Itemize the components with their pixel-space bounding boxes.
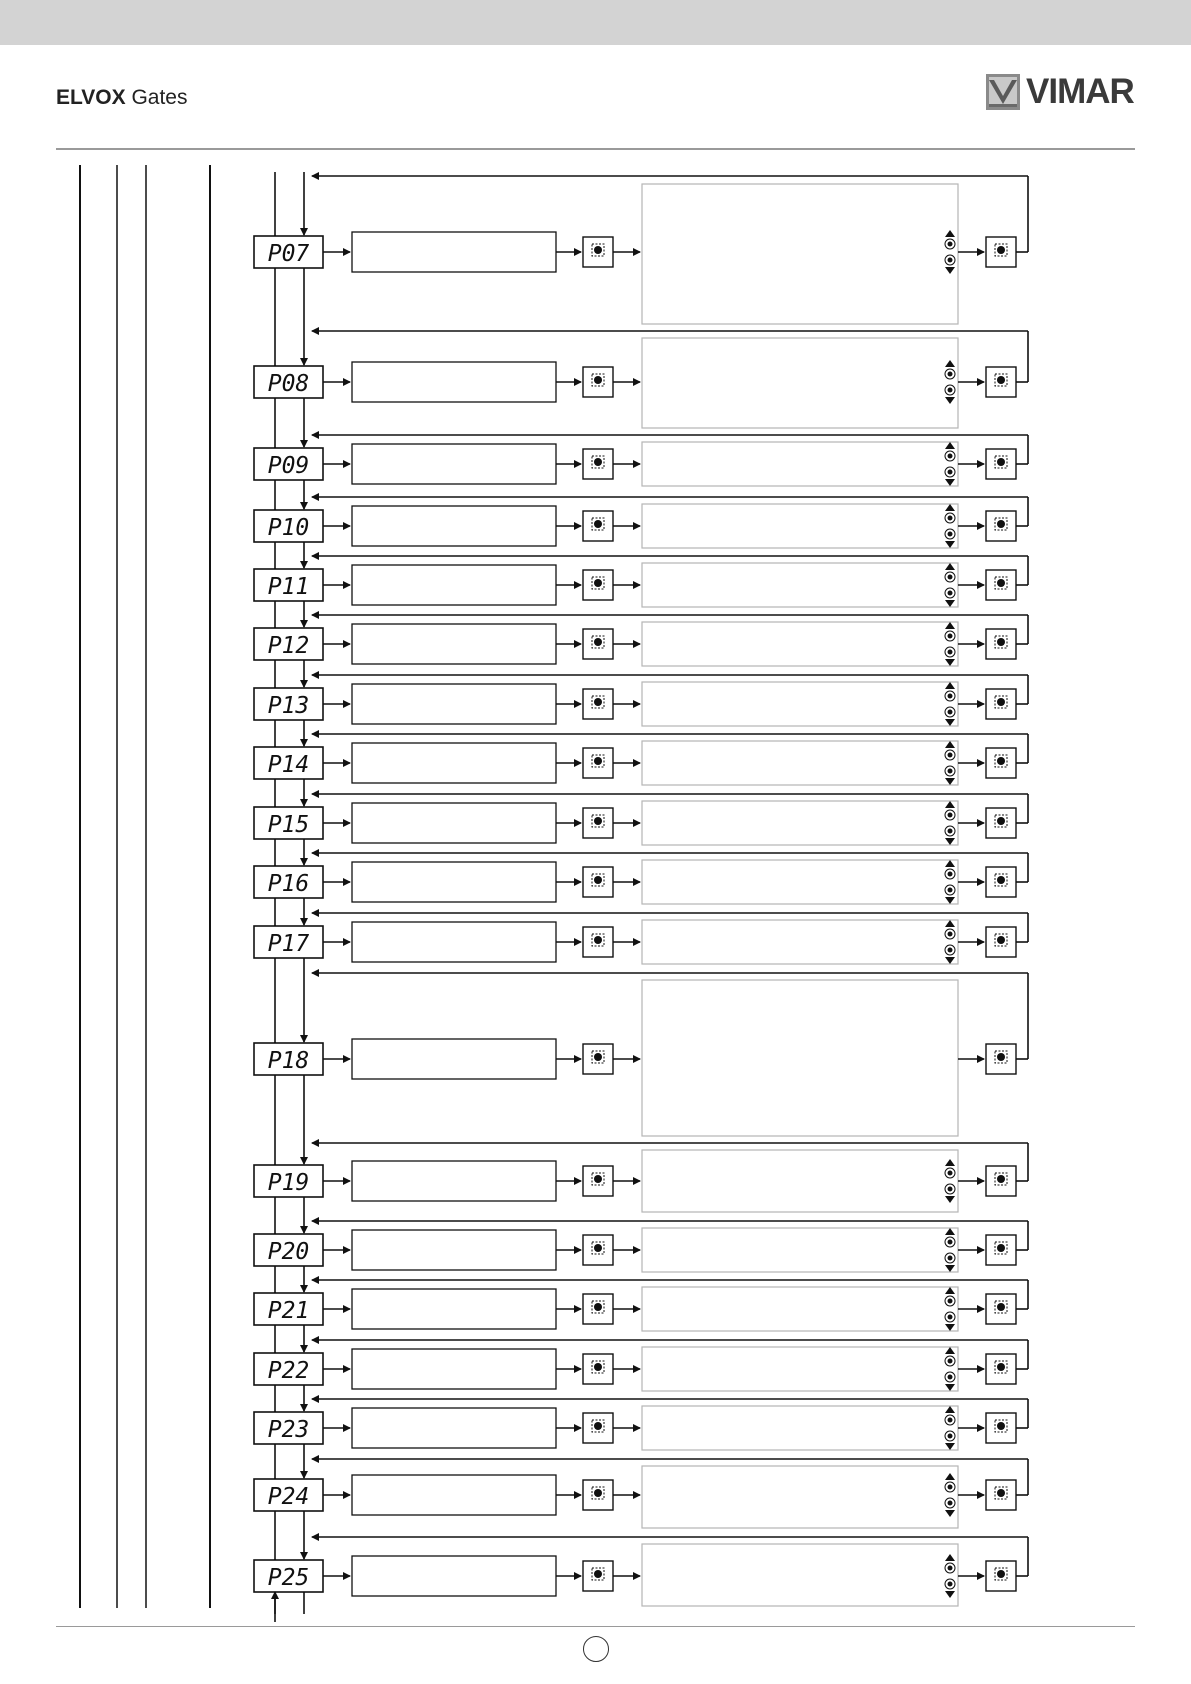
- parameter-code: P20: [267, 1239, 310, 1265]
- description-box: [352, 362, 556, 402]
- value-options-box: [642, 682, 958, 726]
- up-button-dot: [948, 1171, 953, 1176]
- push-button-icon: [583, 367, 613, 397]
- description-box: [352, 1289, 556, 1329]
- push-button-dot: [997, 1244, 1005, 1252]
- push-button-icon: [986, 570, 1016, 600]
- push-button-dot: [594, 936, 602, 944]
- push-button-icon: [583, 927, 613, 957]
- parameter-code: P11: [267, 574, 310, 600]
- push-button-dot: [594, 520, 602, 528]
- up-button-dot: [948, 1485, 953, 1490]
- value-options-box: [642, 563, 958, 607]
- push-button-dot: [594, 1244, 602, 1252]
- push-button-dot: [594, 757, 602, 765]
- description-box: [352, 743, 556, 783]
- parameter-row-p23: [254, 1385, 1028, 1450]
- value-options-box: [642, 741, 958, 785]
- value-options-box: [642, 1406, 958, 1450]
- up-button-dot: [948, 575, 953, 580]
- up-button-dot: [948, 753, 953, 758]
- push-button-dot: [594, 579, 602, 587]
- down-button-dot: [948, 829, 953, 834]
- push-button-icon: [583, 237, 613, 267]
- push-button-dot: [594, 1489, 602, 1497]
- value-options-box: [642, 504, 958, 548]
- parameter-row-p07: [254, 172, 1028, 324]
- down-button-dot: [948, 591, 953, 596]
- page-number-circle: [583, 1636, 609, 1662]
- up-button-dot: [948, 1240, 953, 1245]
- parameter-row-p14: [254, 720, 1028, 785]
- value-options-box: [642, 338, 958, 428]
- push-button-dot: [997, 817, 1005, 825]
- description-box: [352, 1230, 556, 1270]
- footer-rule: [56, 1626, 1135, 1627]
- push-button-icon: [583, 511, 613, 541]
- up-button-dot: [948, 813, 953, 818]
- push-button-dot: [594, 876, 602, 884]
- description-box: [352, 922, 556, 962]
- parameter-row-p16: [254, 839, 1028, 904]
- description-box: [352, 1161, 556, 1201]
- push-button-icon: [986, 367, 1016, 397]
- push-button-dot: [997, 246, 1005, 254]
- value-options-box: [642, 1287, 958, 1331]
- brand-bold: ELVOX: [56, 86, 126, 109]
- push-button-icon: [986, 237, 1016, 267]
- value-options-box: [642, 1544, 958, 1606]
- push-button-dot: [997, 1303, 1005, 1311]
- down-button-dot: [948, 948, 953, 953]
- push-button-dot: [594, 1175, 602, 1183]
- push-button-icon: [583, 1166, 613, 1196]
- value-options-box: [642, 801, 958, 845]
- parameter-rows: [254, 172, 1028, 1622]
- parameter-row-p13: [254, 660, 1028, 726]
- down-button-dot: [948, 710, 953, 715]
- description-box: [352, 1475, 556, 1515]
- parameter-row-p18: [254, 958, 1028, 1136]
- push-button-icon: [583, 1561, 613, 1591]
- parameter-code: P16: [267, 871, 310, 897]
- value-options-box: [642, 1347, 958, 1391]
- push-button-icon: [583, 1044, 613, 1074]
- push-button-icon: [583, 1480, 613, 1510]
- push-button-icon: [583, 1413, 613, 1443]
- push-button-dot: [997, 638, 1005, 646]
- push-button-dot: [594, 1422, 602, 1430]
- brand-rest: Gates: [125, 86, 188, 109]
- down-button-dot: [948, 1375, 953, 1380]
- push-button-icon: [986, 1235, 1016, 1265]
- description-box: [352, 1408, 556, 1448]
- down-button-dot: [948, 388, 953, 393]
- push-button-dot: [594, 1363, 602, 1371]
- parameter-row-p11: [254, 542, 1028, 607]
- push-button-dot: [594, 1570, 602, 1578]
- parameter-code: P07: [267, 241, 310, 267]
- value-options-box: [642, 1228, 958, 1272]
- push-button-icon: [583, 1235, 613, 1265]
- description-box: [352, 444, 556, 484]
- parameter-code: P17: [267, 931, 310, 957]
- push-button-icon: [986, 689, 1016, 719]
- value-options-box: [642, 622, 958, 666]
- push-button-dot: [997, 1570, 1005, 1578]
- push-button-icon: [986, 1294, 1016, 1324]
- parameter-code: P21: [267, 1298, 310, 1324]
- up-button-dot: [948, 1566, 953, 1571]
- up-button-dot: [948, 1299, 953, 1304]
- up-button-dot: [948, 516, 953, 521]
- parameter-row-p24: [254, 1444, 1028, 1528]
- description-box: [352, 232, 556, 272]
- push-button-icon: [583, 1294, 613, 1324]
- parameter-code: P09: [267, 453, 310, 479]
- down-button-dot: [948, 258, 953, 263]
- push-button-icon: [986, 1044, 1016, 1074]
- push-button-dot: [997, 520, 1005, 528]
- push-button-dot: [594, 1303, 602, 1311]
- parameter-row-p15: [254, 779, 1028, 845]
- parameter-code: P12: [267, 633, 310, 659]
- push-button-dot: [594, 638, 602, 646]
- push-button-icon: [583, 449, 613, 479]
- push-button-dot: [594, 458, 602, 466]
- push-button-icon: [583, 629, 613, 659]
- parameter-code: P13: [267, 693, 310, 719]
- description-box: [352, 684, 556, 724]
- up-button-dot: [948, 872, 953, 877]
- push-button-dot: [594, 246, 602, 254]
- parameter-code: P22: [267, 1358, 310, 1384]
- value-options-box: [642, 1466, 958, 1528]
- push-button-icon: [986, 748, 1016, 778]
- parameter-code: P23: [267, 1417, 310, 1443]
- push-button-icon: [583, 808, 613, 838]
- up-button-dot: [948, 454, 953, 459]
- push-button-dot: [997, 1422, 1005, 1430]
- push-button-dot: [594, 1053, 602, 1061]
- parameter-code: P15: [267, 812, 310, 838]
- down-button-dot: [948, 1187, 953, 1192]
- push-button-icon: [986, 1413, 1016, 1443]
- push-button-dot: [997, 757, 1005, 765]
- description-box: [352, 803, 556, 843]
- push-button-icon: [986, 1354, 1016, 1384]
- down-button-dot: [948, 470, 953, 475]
- push-button-icon: [583, 867, 613, 897]
- description-box: [352, 862, 556, 902]
- push-button-dot: [997, 1053, 1005, 1061]
- parameter-row-p12: [254, 601, 1028, 666]
- push-button-icon: [583, 1354, 613, 1384]
- push-button-icon: [583, 689, 613, 719]
- push-button-icon: [986, 927, 1016, 957]
- down-button-dot: [948, 888, 953, 893]
- down-button-dot: [948, 532, 953, 537]
- push-button-icon: [583, 570, 613, 600]
- value-options-box: [642, 860, 958, 904]
- value-options-box: [642, 184, 958, 324]
- parameter-code: P14: [267, 752, 310, 778]
- value-options-box: [642, 1150, 958, 1212]
- parameter-code: P19: [267, 1170, 310, 1196]
- push-button-dot: [997, 376, 1005, 384]
- down-button-dot: [948, 1501, 953, 1506]
- push-button-dot: [997, 1175, 1005, 1183]
- push-button-icon: [986, 1561, 1016, 1591]
- up-button-dot: [948, 372, 953, 377]
- push-button-dot: [594, 698, 602, 706]
- description-box: [352, 1556, 556, 1596]
- description-box: [352, 565, 556, 605]
- description-box: [352, 1349, 556, 1389]
- push-button-dot: [997, 1363, 1005, 1371]
- push-button-icon: [986, 808, 1016, 838]
- parameter-code: P25: [267, 1565, 310, 1591]
- push-button-icon: [986, 629, 1016, 659]
- push-button-icon: [986, 511, 1016, 541]
- left-vertical-rules: [80, 165, 210, 1608]
- value-options-box: [642, 920, 958, 964]
- push-button-icon: [986, 867, 1016, 897]
- value-options-box: [642, 442, 958, 486]
- up-button-dot: [948, 242, 953, 247]
- push-button-dot: [997, 1489, 1005, 1497]
- value-options-box: [642, 980, 958, 1136]
- up-button-dot: [948, 1359, 953, 1364]
- parameter-code: P18: [267, 1048, 310, 1074]
- up-button-dot: [948, 932, 953, 937]
- parameter-code: P08: [267, 371, 310, 397]
- push-button-icon: [583, 748, 613, 778]
- push-button-dot: [594, 376, 602, 384]
- push-button-dot: [997, 936, 1005, 944]
- up-button-dot: [948, 1418, 953, 1423]
- push-button-dot: [594, 817, 602, 825]
- logo-text: VIMAR: [1026, 72, 1134, 111]
- push-button-icon: [986, 1166, 1016, 1196]
- down-button-dot: [948, 1434, 953, 1439]
- parameter-row-p22: [254, 1325, 1028, 1391]
- down-button-dot: [948, 1315, 953, 1320]
- push-button-dot: [997, 698, 1005, 706]
- push-button-dot: [997, 876, 1005, 884]
- parameter-code: P10: [267, 515, 310, 541]
- description-box: [352, 624, 556, 664]
- push-button-dot: [997, 458, 1005, 466]
- parameter-row-p10: [254, 480, 1028, 548]
- push-button-icon: [986, 1480, 1016, 1510]
- parameter-row-p21: [254, 1266, 1028, 1331]
- down-button-dot: [948, 1582, 953, 1587]
- parameter-code: P24: [267, 1484, 310, 1510]
- push-button-icon: [986, 449, 1016, 479]
- description-box: [352, 1039, 556, 1079]
- push-button-dot: [997, 579, 1005, 587]
- parameter-row-p17: [254, 898, 1028, 964]
- up-button-dot: [948, 694, 953, 699]
- down-button-dot: [948, 650, 953, 655]
- description-box: [352, 506, 556, 546]
- down-button-dot: [948, 769, 953, 774]
- up-button-dot: [948, 634, 953, 639]
- down-button-dot: [948, 1256, 953, 1261]
